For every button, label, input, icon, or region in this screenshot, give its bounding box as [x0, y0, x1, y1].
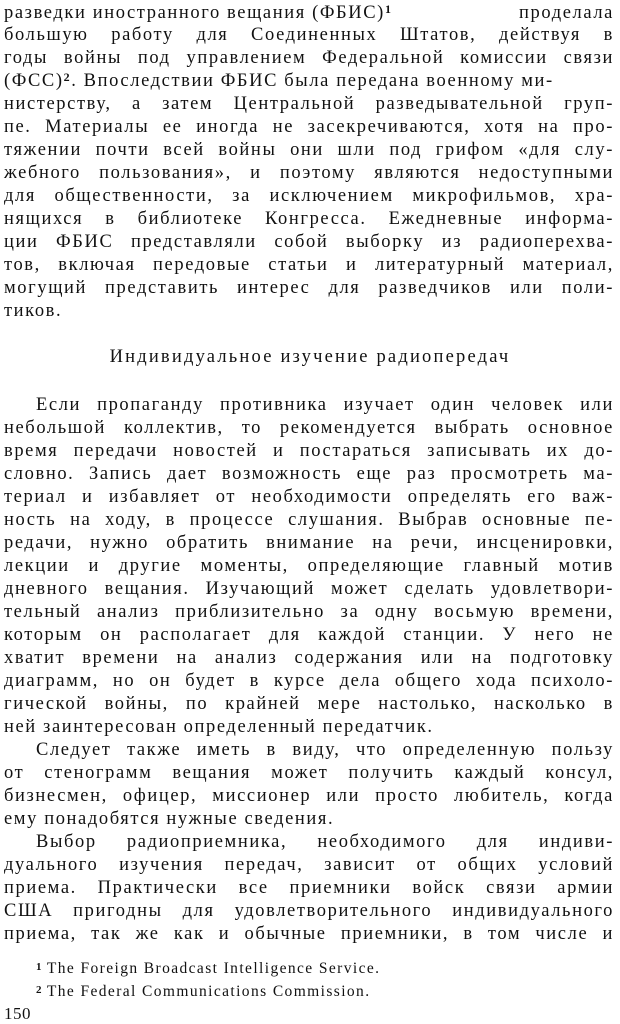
text-line: тиков.	[4, 301, 63, 321]
text-line: тяжении почти всей войны они шли под грифом «для слу-	[4, 140, 614, 160]
footnote-2	[36, 981, 370, 1003]
text-line: дуального изучения передач, зависит от общих условий	[4, 855, 614, 875]
footnote-ref-2: 2	[63, 70, 72, 84]
text-line: приема. Практически все приемники войск связи армии	[4, 878, 614, 898]
text-line: ему понадобятся нужные сведения.	[4, 809, 335, 829]
text-line: бизнесмен, офицер, миссионер или просто любитель, когда	[4, 786, 614, 806]
text-line: Если пропаганду противника изучает один человек или	[36, 395, 614, 415]
text-line: могущий представить интерес для разведчиков или поли-	[4, 278, 614, 298]
footnote-ref-1: 1	[384, 2, 393, 16]
section-heading: Индивидуальное изучение радиопередач	[109, 347, 511, 367]
text-line: ней заинтересован определенный передатчик.	[4, 717, 434, 737]
footnote-text: The Federal Communications Commission.	[46, 983, 371, 1000]
footnote-mark: 2	[36, 984, 43, 996]
text-line: Следует также иметь в виду, что определенную пользу	[36, 740, 614, 760]
text-segment: (ФСС)	[4, 71, 64, 91]
text-line: время передачи новостей и постараться записывать их до-	[4, 441, 614, 461]
text-line: ность на ходу, в процессе слушания. Выбрав основные пе-	[4, 510, 614, 530]
text-line: большую работу для Соединенных Штатов, действуя в	[4, 25, 614, 45]
text-line: нящихся в библиотеке Конгресса. Ежедневные информа-	[4, 209, 614, 229]
footnote-mark: 1	[36, 961, 43, 973]
text-line: лекции и другие моменты, определяющие главный мотив	[4, 556, 614, 576]
footnote-1	[36, 958, 380, 980]
text-line: США пригодны для удовлетворительного индивидуального	[4, 901, 614, 921]
text-line: хватит времени на анализ содержания или на подготовку	[4, 648, 614, 668]
text-line: которым он располагает для каждой станции. У него не	[4, 625, 614, 645]
text-line: для общественности, за исключением микрофильмов, хра-	[4, 186, 614, 206]
text-line: приема, так же как и обычные приемники, в том числе и	[4, 924, 614, 944]
text-line: териал и избавляет от необходимости определять его важ-	[4, 487, 614, 507]
text-line: диаграмм, но он будет в курсе дела общего хода психоло-	[4, 671, 614, 691]
text-line: словно. Запись дает возможность еще раз просмотреть ма-	[4, 464, 614, 484]
text-line: ции ФБИС представляли собой выборку из радиоперехва-	[4, 232, 614, 252]
text-line: дневного вещания. Изучающий может сделать удовлетвори-	[4, 579, 614, 599]
page-number: 150	[4, 1004, 31, 1023]
text-line: годы войны под управлением Федеральной комиссии связи	[4, 48, 614, 68]
text-line: тов, включая передовые статьи и литературный материал,	[4, 255, 614, 275]
text-line: тельный анализ приблизительно за одну восьмую времени,	[4, 602, 614, 622]
text-line: небольшой коллектив, то рекомендуется выбрать основное	[4, 418, 614, 438]
text-line: гической войны, по крайней мере настолько, насколько в	[4, 694, 614, 714]
text-segment: проделала	[519, 3, 614, 23]
text-segment: . Впоследствии ФБИС была передана военному ми-	[71, 71, 554, 91]
text-line: пе. Материалы ее иногда не засекречиваются, хотя на про-	[4, 117, 614, 137]
footnote-text: The Foreign Broadcast Intelligence Service.	[46, 960, 381, 977]
text-segment: разведки иностранного вещания (ФБИС)	[4, 3, 385, 23]
text-line: Выбор радиоприемника, необходимого для индиви-	[36, 832, 614, 852]
text-line: от стенограмм вещания может получить каждый консул,	[4, 763, 614, 783]
text-line: редачи, нужно обратить внимание на речи, инсценировки,	[4, 533, 614, 553]
text-line: нистерству, а затем Центральной разведывательной груп-	[4, 94, 614, 114]
text-line: жебного пользования», и поэтому являются недоступными	[4, 163, 614, 183]
